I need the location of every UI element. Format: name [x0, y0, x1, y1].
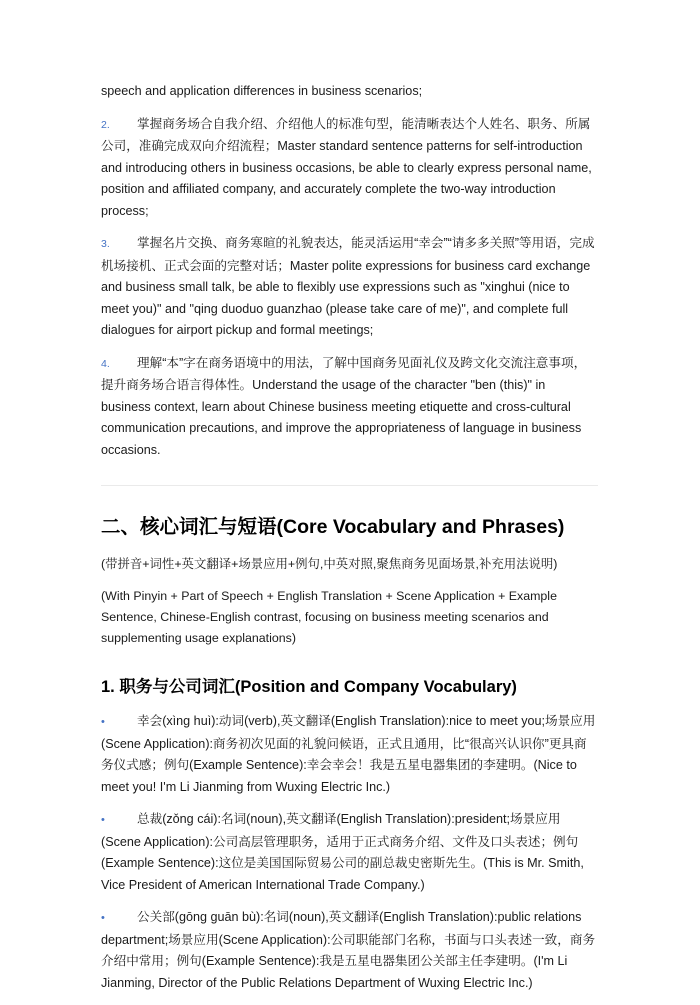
continued-paragraph: speech and application differences in business scenarios; — [101, 84, 423, 98]
bullet-icon: • — [101, 912, 105, 924]
objective-text-3: 掌握名片交换、商务寒暄的礼貌表达，能灵活运用“幸会”“请多多关照”等用语，完成机场接机、正式会面的完整对话；Master polite expressions for business card exchange and business small talk, be able to flexibly use expressions such as "xinghui (nice to meet you)" and "qing duoduo guanzhao (please take care of me)", and complete full dialogues for airport pickup and formal meetings; — [101, 236, 595, 337]
bullet-icon: • — [101, 716, 105, 728]
subsection-heading: 1. 职务与公司词汇(Position and Company Vocabulary) — [101, 678, 517, 696]
vocabulary-entry-text: 公关部(gōng guān bù):名词(noun),英文翻译(English Translation):public relations department;场景应用(Scene Application):公司职能部门名称，书面与口头表述一致，商务介绍中常用；例句(Example Sentence):我是五星电器集团公关部主任李建明。(I'm Li Jianming, Director of the Public Relations Department of Wuxing Electric Inc.) — [101, 910, 596, 990]
vocabulary-entry-text: 总裁(zǒng cái):名词(noun),英文翻译(English Translation):president;场景应用(Scene Application):公司高层管理职务，适用于正式商务介绍、文件及口头表述；例句(Example Sentence):这位是美国国际贸易公司的副总裁史密斯先生。(This is Mr. Smith, Vice President of American International Trade Company.) — [101, 812, 584, 892]
objective-item-4 — [101, 353, 598, 462]
section-note-chinese: (带拼音+词性+英文翻译+场景应用+例句,中英对照,聚焦商务见面场景,补充用法说明) — [101, 557, 558, 571]
section-divider — [101, 485, 598, 486]
objective-text-2: 掌握商务场合自我介绍、介绍他人的标准句型，能清晰表达个人姓名、职务、所属公司，准确完成双向介绍流程；Master standard sentence patterns for self-introduction and introducing others in business occasions, be able to clearly express personal name, position and affiliated company, and accurately complete the two-way introduction process; — [101, 116, 592, 218]
list-marker-2: 2. — [101, 118, 110, 131]
document-content — [101, 81, 598, 1005]
vocabulary-entry-zongcai — [101, 809, 598, 896]
objective-item-3 — [101, 233, 598, 342]
vocabulary-entry-gongguanbu — [101, 907, 598, 994]
list-marker-3: 3. — [101, 238, 110, 250]
list-marker-4: 4. — [101, 357, 110, 370]
vocabulary-entry-xinghui — [101, 711, 598, 798]
objective-text-4: 理解“本”字在商务语境中的用法，了解中国商务见面礼仪及跨文化交流注意事项，提升商务场合语言得体性。Understand the usage of the character "ben (this)" in business context, learn about Chinese business meeting etiquette and cross-cultural communication precautions, and improve the appropriateness of language in business occasions. — [101, 355, 587, 457]
bullet-icon: • — [101, 814, 105, 826]
section-heading: 二、核心词汇与短语(Core Vocabulary and Phrases) — [101, 516, 565, 538]
vocabulary-entry-text: 幸会(xìng huì):动词(verb),英文翻译(English Translation):nice to meet you;场景应用(Scene Application):商务初次见面的礼貌问候语，正式且通用，比“很高兴认识你”更具商务仪式感；例句(Example Sentence):幸会幸会！我是五星电器集团的李建明。(Nice to meet you! I'm Li Jianming from Wuxing Electric Inc.) — [101, 714, 596, 794]
section-note-english: (With Pinyin + Part of Speech + English Translation + Scene Application + Example Sentence, Chinese-English contrast, focusing on business meeting scenarios and supplementing usage explanations) — [101, 589, 557, 645]
objective-item-2 — [101, 114, 598, 223]
